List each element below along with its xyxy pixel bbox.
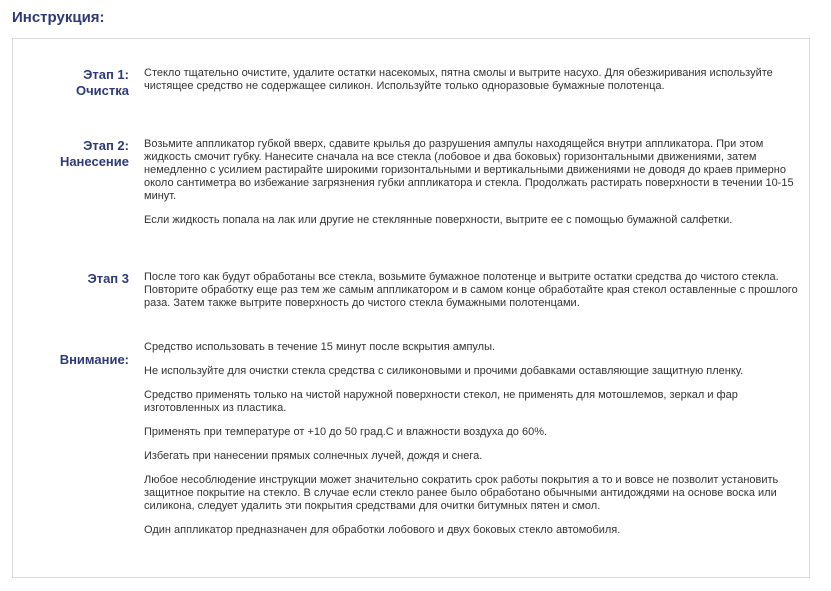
step-text <box>144 271 804 310</box>
step-label-line1: Этап 2: <box>83 138 129 153</box>
paragraph: Средство использовать в течение 15 минут после вскрытия ампулы. <box>144 341 496 353</box>
step-label-line2: Очистка <box>76 83 129 98</box>
step-label-line1: Этап 1: <box>83 67 129 82</box>
paragraph: Если жидкость попала на лак или другие не стеклянные поверхности, вытрите ее с помощью бумажной салфетки. <box>144 214 733 226</box>
step-label <box>13 138 129 170</box>
step-label-line2: Нанесение <box>59 154 129 169</box>
step-label-line1: Внимание: <box>59 352 129 367</box>
paragraph: Один аппликатор предназначен для обработки лобового и двух боковых стекло автомобиля. <box>144 524 621 536</box>
step-label <box>13 352 129 368</box>
paragraph: Не используйте для очистки стекла средства с силиконовыми и прочими добавками оставляющие защитную пленку. <box>144 365 744 377</box>
paragraph: Возьмите аппликатор губкой вверх, сдавите крылья до разрушения ампулы находящейся внутри аппликатора. При этом жидкость смочит губку. Нанесите сначала на все стекла (лобовое и два боковых) горизонтальными движениями, затем немедленно с усилием растирайте широкими горизонтальными и вертикальными движениями не доводя до краев примерно около сантиметра во избежание загрязнения губки аппликатора и стекла. Продолжать растирать поверхности в течении 10-15 минут. <box>144 138 794 202</box>
step-label <box>13 271 129 287</box>
instruction-panel <box>12 38 810 578</box>
paragraph: После того как будут обработаны все стекла, возьмите бумажное полотенце и вытрите остатки средства до чистого стекла. Повторите обработку еще раз тем же самым аппликатором и в самом конце обработайте края стекол оставленные с прошлого раза. Затем также вытрите поверхность до чистого стекла бумажными полотенцами. <box>144 271 798 309</box>
paragraph: Любое несоблюдение инструкции может значительно сократить срок работы покрытия а то и вовсе не позволит установить защитное покрытие на стекло. В случае если стекло ранее было обработано обычными антидождями на основе воска или силикона, следует удалить эти покрытия средствами для очитки битумных пятен и смол. <box>144 474 779 512</box>
paragraph: Стекло тщательно очистите, удалите остатки насекомых, пятна смолы и вытрите насухо. Для обезжиривания используйте чистящее средство не содержащее силикон. Используйте только одноразовые бумажные полотенца. <box>144 67 773 92</box>
paragraph: Средство применять только на чистой наружной поверхности стекол, не применять для мотошлемов, зеркал и фар изготовленных из пластика. <box>144 389 738 414</box>
step-text <box>144 341 804 537</box>
page-title: Инструкция: <box>12 9 105 26</box>
paragraph: Применять при температуре от +10 до 50 град.С и влажности воздуха до 60%. <box>144 426 548 438</box>
paragraph: Избегать при нанесении прямых солнечных лучей, дождя и снега. <box>144 450 483 462</box>
step-label-line1: Этап 3 <box>87 271 129 286</box>
step-text <box>144 67 804 93</box>
step-label <box>13 67 129 99</box>
step-text <box>144 138 804 227</box>
